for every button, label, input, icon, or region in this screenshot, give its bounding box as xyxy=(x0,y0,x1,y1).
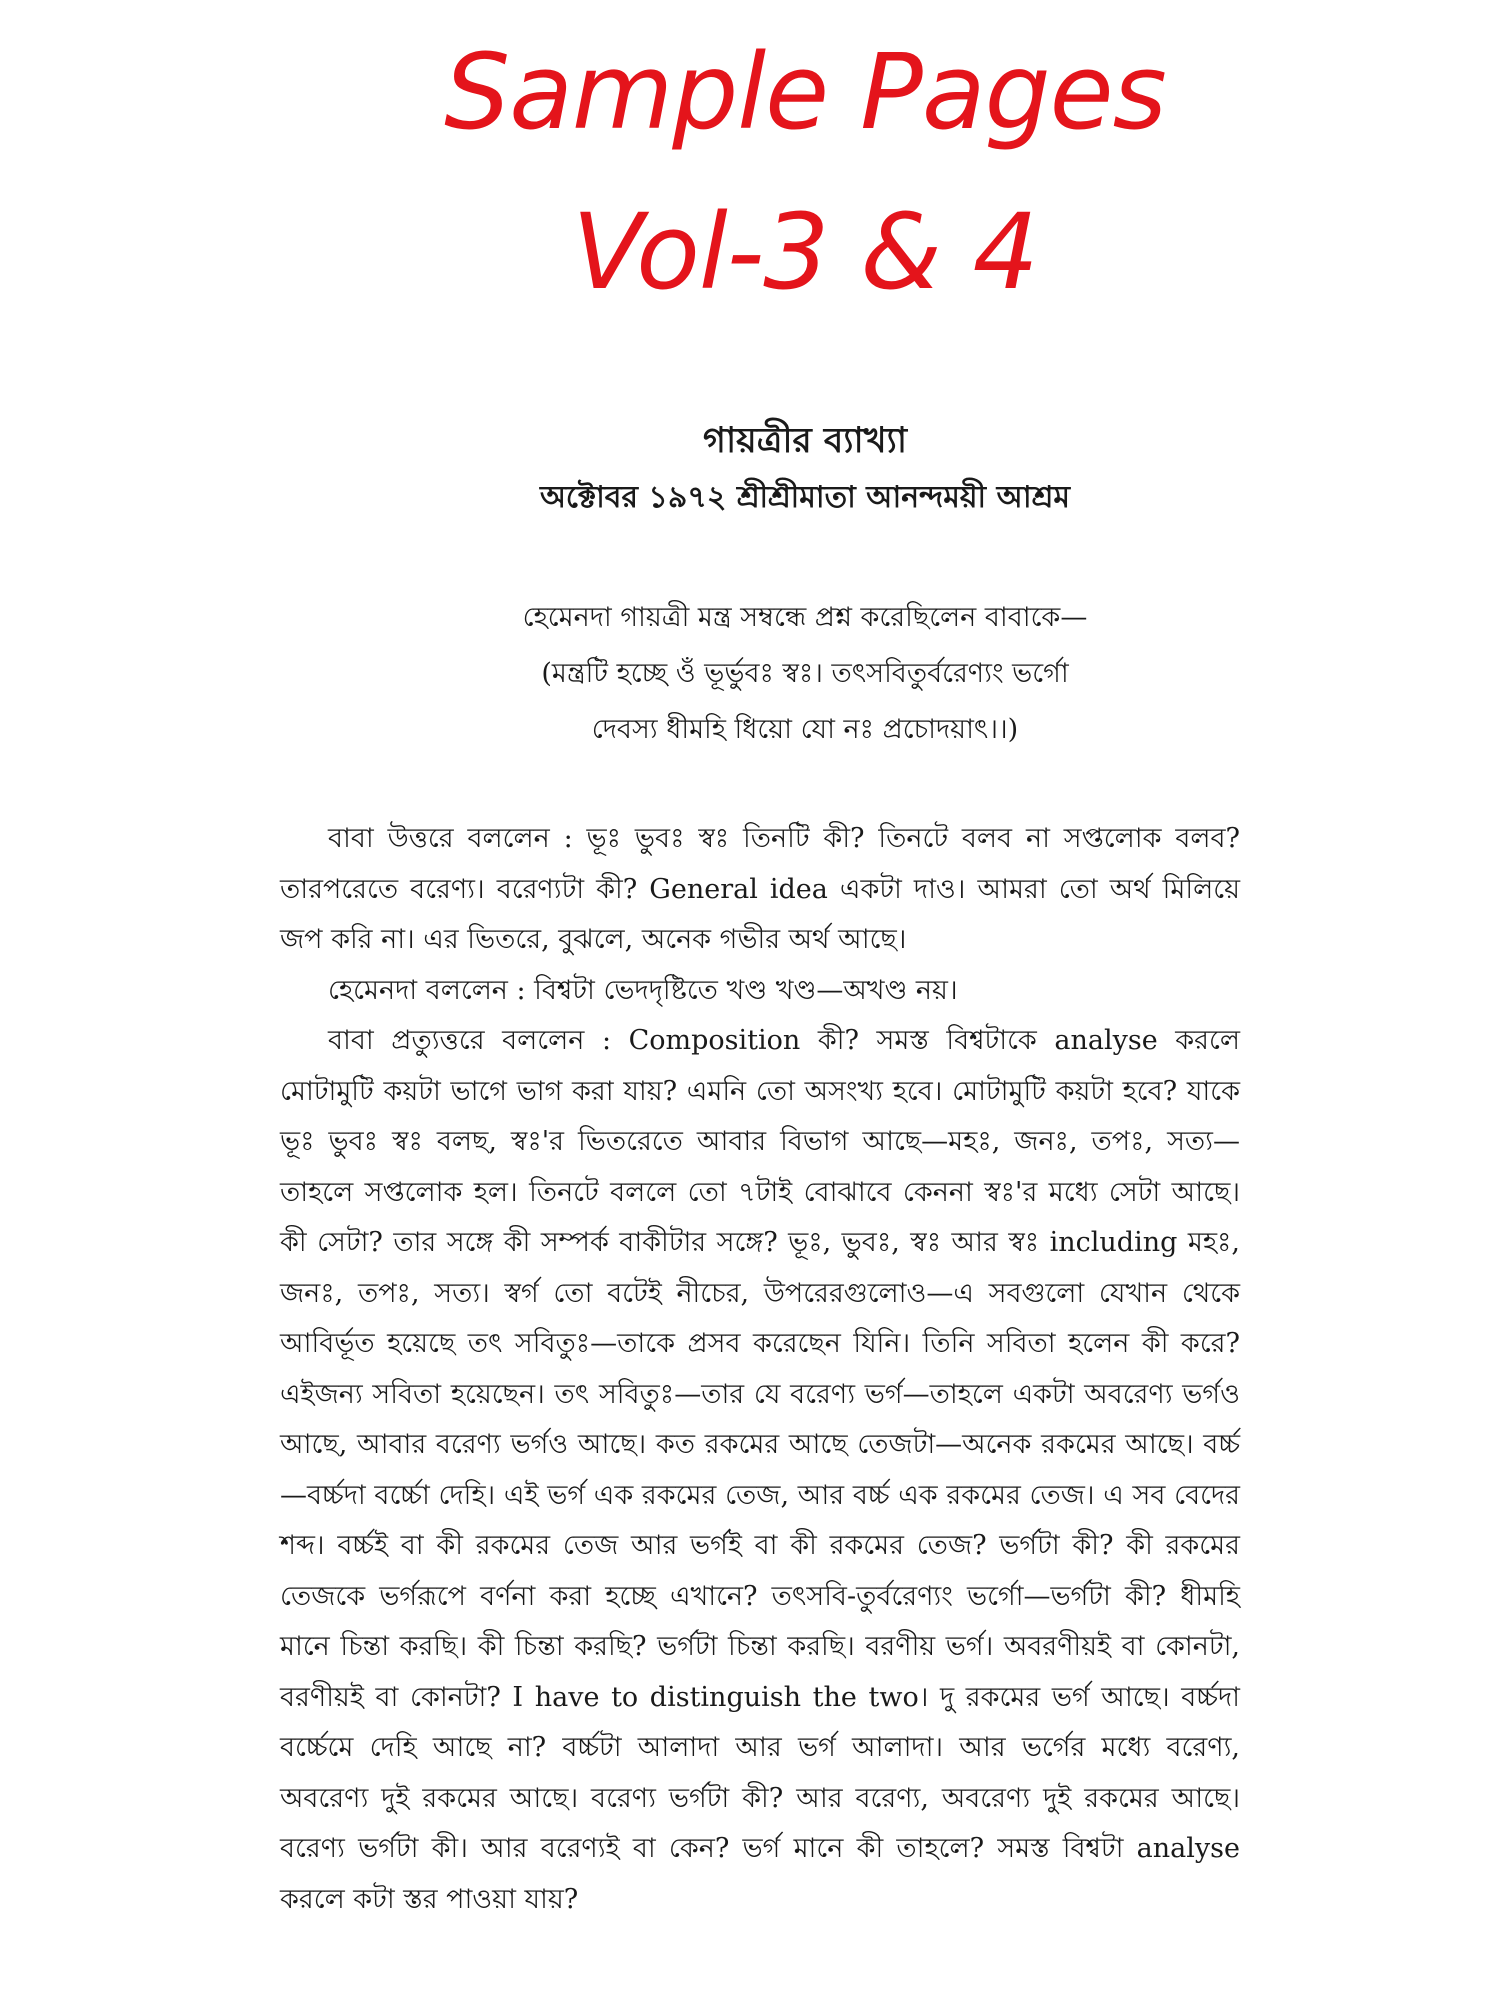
page-title: গায়ত্রীর ব্যাখ্যা xyxy=(703,420,907,461)
volume-banner: Vol-3 & 4 xyxy=(572,191,1038,313)
body-paragraph: বাবা প্রত্যুত্তরে বললেন : Composition কী? সমস্ত বিশ্বটাকে analyse করলে মোটামুটি কয়টা ভাগে ভাগ করা যায়? এমনি তো অসংখ্য হবে। মোটামুটি কয়টা হবে? যাকে ভূঃ ভুবঃ স্বঃ বলছ, স্বঃ'র ভিতরেতে আবার বিভাগ আছে—মহঃ, জনঃ, তপঃ, সত্য—তাহলে সপ্তলোক হল। তিনটে বললে তো ৭টাই বোঝাবে কেননা স্বঃ'র মধ্যে সেটা আছে। কী সেটা? তার সঙ্গে কী সম্পর্ক বাকীটার সঙ্গে? ভূঃ, ভুবঃ, স্বঃ আর স্বঃ including মহঃ, জনঃ, তপঃ, সত্য। স্বর্গ তো বটেই নীচের, উপরেরগুলোও—এ সবগুলো যেখান থেকে আবির্ভূত হয়েছে তৎ সবিতুঃ—তাকে প্রসব করেছেন যিনি। তিনি সবিতা হলেন কী করে? এইজন্য সবিতা হয়েছেন। তৎ সবিতুঃ—তার যে বরেণ্য ভর্গ—তাহলে একটা অবরেণ্য ভর্গও আছে, আবার বরেণ্য ভর্গও আছে। কত রকমের আছে তেজটা—অনেক রকমের আছে। বর্চ্চ—বর্চ্চদা বর্চ্চো দেহি। এই ভর্গ এক রকমের তেজ, আর বর্চ্চ এক রকমের তেজ। এ সব বেদের শব্দ। বর্চ্চই বা কী রকমের তেজ আর ভর্গই বা কী রকমের তেজ? ভর্গটা কী? কী রকমের তেজকে ভর্গরূপে বর্ণনা করা হচ্ছে এখানে? তৎসবি-তুর্বরেণ্যং ভর্গো—ভর্গটা কী? ধীমহি মানে চিন্তা করছি। কী চিন্তা করছি? ভর্গটা চিন্তা করছি। বরণীয় ভর্গ। অবরণীয়ই বা কোনটা, বরণীয়ই বা কোনটা? I have to distinguish the two। দু রকমের ভর্গ আছে। বর্চ্চদা বর্চ্চেমে দেহি আছে না? বর্চ্চটা আলাদা আর ভর্গ আলাদা। আর ভর্গের মধ্যে বরেণ্য, অবরেণ্য দুই রকমের আছে। বরেণ্য ভর্গটা কী? আর বরেণ্য, অবরেণ্য দুই রকমের আছে। বরেণ্য ভর্গটা কী। আর বরেণ্যই বা কেন? ভর্গ মানে কী তাহলে? সমস্ত বিশ্বটা analyse করলে কটা স্তর পাওয়া যায়? xyxy=(280,1025,1240,1915)
page-subtitle: অক্টোবর ১৯৭২ শ্রীশ্রীমাতা আনন্দময়ী আশ্রম xyxy=(539,480,1071,515)
intro-block xyxy=(280,590,1240,758)
intro-line: হেমেনদা গায়ত্রী মন্ত্র সম্বন্ধে প্রশ্ন করেছিলেন বাবাকে— xyxy=(522,602,1088,633)
scanned-page xyxy=(280,420,1240,1925)
intro-line: দেবস্য ধীমহি ধিয়ো যো নঃ প্রচোদয়াৎ।।) xyxy=(591,714,1019,745)
intro-line: (মন্ত্রটি হচ্ছে ওঁ ভূর্ভুবঃ স্বঃ। তৎসবিতুর্বরেণ্যং ভর্গো xyxy=(541,658,1069,689)
body-paragraph: হেমেনদা বললেন : বিশ্বটা ভেদদৃষ্টিতে খণ্ড খণ্ড—অখণ্ড নয়। xyxy=(328,974,958,1006)
sample-pages-banner: Sample Pages xyxy=(444,31,1166,153)
body-paragraph: বাবা উত্তরে বললেন : ভূঃ ভুবঃ স্বঃ তিনটি কী? তিনটে বলব না সপ্তলোক বলব? তারপরেতে বরেণ্য। বরেণ্যটা কী? General idea একটা দাও। আমরা তো অর্থ মিলিয়ে জপ করি না। এর ভিতরে, বুঝলে, অনেক গভীর অর্থ আছে। xyxy=(280,823,1240,955)
